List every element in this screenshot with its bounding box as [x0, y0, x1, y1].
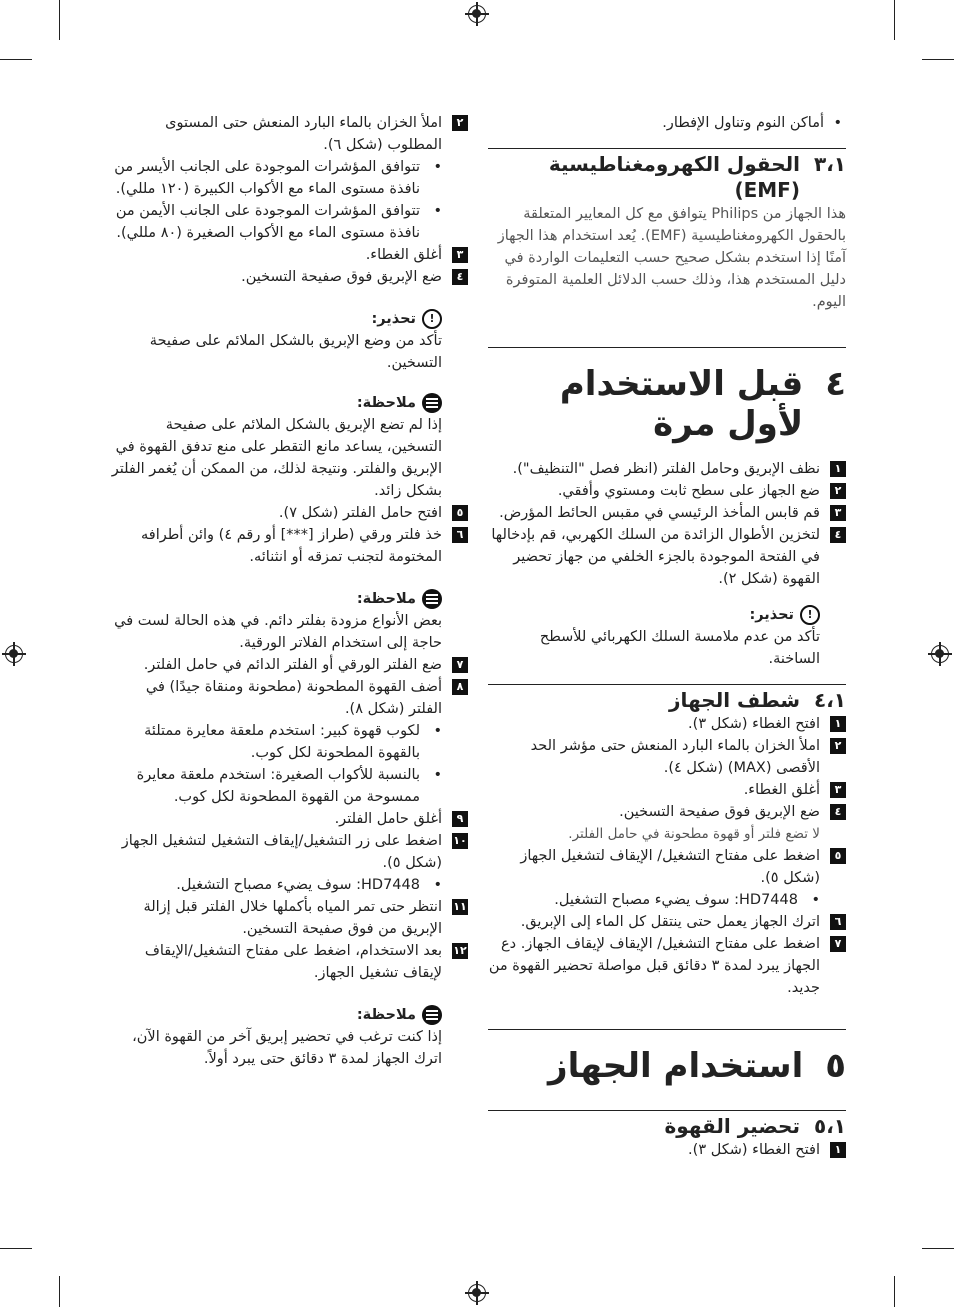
crop-mark: [0, 59, 32, 60]
step-number: ٧: [830, 936, 846, 952]
crop-mark: [894, 1276, 895, 1307]
step-text: ضع الجهاز على سطح ثابت ومستوي وأفقي.: [557, 483, 820, 499]
step-item: [488, 713, 846, 735]
chapter-heading-5: [488, 1046, 846, 1086]
step-number: ١: [830, 716, 846, 732]
step-text: قم قابس المأخذ الرئيسي في مقبس الحائط المؤرض.: [499, 505, 820, 521]
step-item: [488, 933, 846, 999]
note-block: [110, 588, 468, 654]
step-text: املأ الخزان بالماء البارد المنعش حتى مؤشر الحد الأقصى (MAX) (شكل ٤).: [530, 738, 820, 776]
left-column: [110, 112, 468, 1070]
warning-block: [110, 308, 468, 374]
step-text: أضف القهوة المطحونة (مطحونة ومنقاة جيدًا) في الفلتر (شكل ٨).: [145, 679, 442, 717]
step-item: [110, 244, 468, 266]
step-item: [488, 735, 846, 779]
registration-mark-icon: [468, 1284, 486, 1302]
section-divider: [488, 347, 846, 348]
step-text: خذ فلتر ورقي (طراز [***] أو رقم ٤) وائن أطرافه المختومة لتجنب تمزقه أو انثنائه.: [141, 527, 442, 565]
step-item: [110, 676, 468, 720]
step-item: [110, 830, 468, 874]
registration-mark-icon: [468, 5, 486, 23]
step-item: [488, 1139, 846, 1161]
chapter-heading-4: [488, 364, 846, 444]
step-number: ٢: [830, 738, 846, 754]
section-heading-4-1: [488, 687, 846, 713]
step-text: أغلق حامل الفلتر.: [334, 811, 442, 827]
step-text: اترك الجهاز يعمل حتى ينتقل كل الماء إلى الإبريق.: [520, 914, 820, 930]
step-number: ٧: [452, 657, 468, 673]
step-item: [488, 480, 846, 502]
step-number: ٥: [830, 848, 846, 864]
section-divider: [488, 148, 846, 149]
step-item: [488, 801, 846, 823]
step-number: ١١: [453, 900, 467, 913]
note-icon: [422, 1005, 442, 1025]
section-number: ٤،١: [813, 688, 846, 712]
step-number: ٣: [830, 505, 846, 521]
step-number: ٦: [452, 527, 468, 543]
step-item: [110, 654, 468, 676]
section-heading-emf: [488, 151, 846, 203]
chapter-number: ٥: [825, 1046, 846, 1086]
note-icon: [422, 393, 442, 413]
step-item: [488, 845, 846, 889]
step-text: أغلق الغطاء.: [743, 782, 820, 798]
registration-mark-icon: [931, 645, 949, 663]
step-text: اضغط على مفتاح التشغيل/ الإيقاف لإيقاف الجهاز. دع الجهاز يبرد لمدة ٣ دقائق قبل مواصلة تحضير القهوة من جديد.: [488, 936, 820, 996]
step-text: افتح الغطاء (شكل ٣).: [688, 1142, 820, 1158]
step-number: ٥: [452, 505, 468, 521]
note-label: ملاحظة:: [110, 392, 442, 414]
step-number: ١: [830, 461, 846, 477]
warning-icon: !: [800, 605, 820, 625]
section-heading-5-1: [488, 1113, 846, 1139]
section-divider: [488, 1029, 846, 1030]
step-number: ٤: [830, 804, 846, 820]
section-title: شطف الجهاز: [669, 688, 800, 712]
step-item: [110, 266, 468, 288]
step-item: [488, 502, 846, 524]
crop-mark: [922, 1248, 954, 1249]
note-text: إذا لم تضع الإبريق بالشكل الملائم على صفيحة التسخين، يساعد مانع التقطر على منع تدفق القهوة في الإبريق والفلتر. ونتيجة لذلك، من الممكن أن يُغمر الفلتر بشكل زائد.: [111, 417, 442, 499]
section-divider: [488, 1110, 846, 1111]
list-item: • تتوافق المؤشرات الموجودة على الجانب الأيسر من نافذة مستوى الماء مع الأكواب الكبيرة (١٢٠ مللي).: [110, 156, 468, 200]
registration-mark-icon: [5, 645, 23, 663]
step-item: [110, 896, 468, 940]
list-item: • أماكن النوم وتناول الإفطار.: [488, 112, 846, 134]
step-text: افتح حامل الفلتر (شكل ٧).: [278, 505, 442, 521]
step-number: ٦: [830, 914, 846, 930]
step-text: ضع الفلتر الورقي أو الفلتر الدائم في حامل الفلتر.: [143, 657, 442, 673]
gray-note: لا تضع فلتر أو قهوة مطحونة في حامل الفلتر.: [568, 826, 820, 842]
chapter-title: قبل الاستخدام لأول مرة: [559, 364, 804, 444]
list-item: • بالنسبة للأكواب الصغيرة: استخدم ملعقة معايرة ممسوحة من القهوة المطحونة لكل كوب.: [110, 764, 468, 808]
warning-icon: !: [422, 309, 442, 329]
step-text: ضع الإبريق فوق صفيحة التسخين.: [619, 804, 820, 820]
step-item: [110, 502, 468, 524]
step-item: [488, 779, 846, 801]
section-number: ٣،١: [813, 152, 846, 176]
step-text: املأ الخزان بالماء البارد المنعش حتى المستوى المطلوب (شكل ٦).: [165, 115, 442, 153]
step-text: نظف الإبريق وحامل الفلتر (انظر فصل "التنظيف").: [512, 461, 820, 477]
note-block: [110, 392, 468, 502]
step-text: اضغط على زر التشغيل/إيقاف التشغيل لتشغيل الجهاز (شكل ٥).: [121, 833, 442, 871]
warning-block: [488, 604, 846, 670]
step-text: افتح الغطاء (شكل ٣).: [688, 716, 820, 732]
step-item: [110, 524, 468, 568]
step-text: لتخزين الأطوال الزائدة من السلك الكهربي، قم بإدخالها في الفتحة الموجودة بالجزء الخلفي من جهاز تحضير القهوة (شكل ٢).: [491, 527, 820, 587]
chapter-number: ٤: [825, 364, 846, 404]
step-item: [110, 112, 468, 156]
step-text: بعد الاستخدام، اضغط على مفتاح التشغيل/الإيقاف لإيقاف تشغيل الجهاز.: [144, 943, 442, 981]
section-number: ٥،١: [813, 1114, 846, 1138]
step-number: ٨: [452, 679, 468, 695]
crop-mark: [59, 0, 60, 40]
chapter-title: استخدام الجهاز: [548, 1046, 804, 1086]
section-divider: [488, 684, 846, 685]
crop-mark: [894, 0, 895, 40]
list-item: • لكوب قهوة كبير: استخدم ملعقة معايرة ممتلئة بالقهوة المطحونة لكل كوب.: [110, 720, 468, 764]
note-block: [110, 1004, 468, 1070]
step-item: [110, 808, 468, 830]
step-text: ضع الإبريق فوق صفيحة التسخين.: [241, 269, 442, 285]
step-text: انتظر حتى تمر المياه بأكملها خلال الفلتر قبل إزالة الإبريق من فوق صفيحة التسخين.: [143, 899, 442, 937]
step-item: [488, 524, 846, 590]
warning-text: تأكد من عدم ملامسة السلك الكهربائي للأسطح الساخنة.: [539, 629, 820, 667]
crop-mark: [922, 59, 954, 60]
note-icon: [422, 589, 442, 609]
step-item: [488, 911, 846, 933]
list-item: • HD7448: سوف يضيء مصباح التشغيل.: [110, 874, 468, 896]
note-text: بعض الأنواع مزودة بفلتر دائم. في هذه الحالة لست في حاجة إلى استخدام الفلاتر الورقية.: [114, 613, 442, 651]
step-number: ٢: [830, 483, 846, 499]
warning-label: ! تحذير:: [488, 604, 820, 626]
step-item: [488, 458, 846, 480]
note-label: ملاحظة:: [110, 1004, 442, 1026]
crop-mark: [0, 1248, 32, 1249]
step-number: ١٠: [453, 834, 467, 847]
step-number: ٣: [830, 782, 846, 798]
step-number: ٤: [830, 527, 846, 543]
warning-label: ! تحذير:: [110, 308, 442, 330]
step-text: اضغط على مفتاح التشغيل/ الإيقاف لتشغيل الجهاز (شكل ٥).: [520, 848, 820, 886]
step-number: ٤: [452, 269, 468, 285]
right-column: [488, 112, 846, 1161]
step-number: ٩: [452, 811, 468, 827]
step-text: أغلق الغطاء.: [365, 247, 442, 263]
emf-paragraph: هذا الجهاز من Philips يتوافق مع كل المعايير المتعلقة بالحقول الكهرومغناطيسية (EMF). يُعد استخدام هذا الجهاز آمنًا إذا استخدم بشكل صحيح حسب التعليمات الواردة في دليل المستخدم هذا، وذلك حسب الدلائل العلمية المتوفرة اليوم.: [497, 206, 846, 310]
list-item: • HD7448: سوف يضيء مصباح التشغيل.: [488, 889, 846, 911]
section-title: تحضير القهوة: [664, 1114, 800, 1138]
step-number: ٢: [452, 115, 468, 131]
step-item: [110, 940, 468, 984]
crop-mark: [59, 1276, 60, 1307]
note-text: إذا كنت ترغب في تحضير إبريق آخر من القهوة الآن، اترك الجهاز لمدة ٣ دقائق حتى يبرد أولاً.: [132, 1029, 442, 1067]
section-title: الحقول الكهرومغناطيسية (EMF): [548, 152, 800, 202]
step-number: ٣: [452, 247, 468, 263]
step-number: ١٢: [453, 944, 467, 957]
list-item: • تتوافق المؤشرات الموجودة على الجانب الأيمن من نافذة مستوى الماء مع الأكواب الصغيرة (٨٠ مللي).: [110, 200, 468, 244]
step-number: ١: [830, 1142, 846, 1158]
note-label: ملاحظة:: [110, 588, 442, 610]
warning-text: تأكد من وضع الإبريق بالشكل الملائم على صفيحة التسخين.: [149, 333, 442, 371]
